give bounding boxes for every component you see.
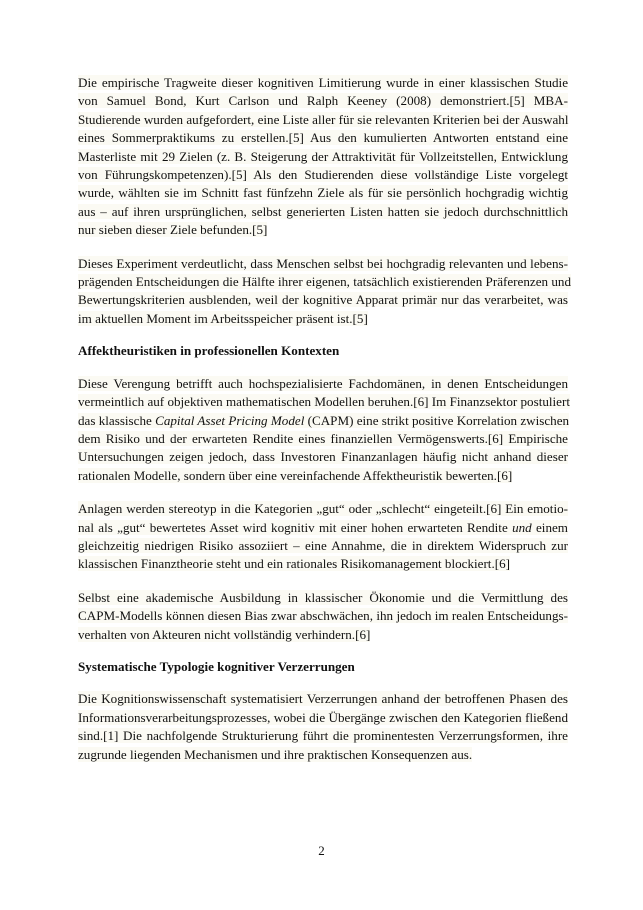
paragraph-cognitive-science (78, 690, 568, 764)
page-number: 2 (318, 843, 325, 858)
text-line: nur sieben dieser Ziele befunden.[5] (78, 222, 268, 238)
text-line: zugrunde liegenden Mechanismen und ihre praktischen Konsequenzen aus. (78, 746, 473, 762)
paragraph-capm (78, 375, 568, 485)
text-line: Selbst eine akademische Ausbildung in klassischer Ökonomie und die Vermittlung des (78, 589, 568, 605)
text-line: sind.[1] Die nachfolgende Strukturierung führt die prominentesten Verzerrungsformen, ihre (78, 728, 568, 744)
paragraph-bond-study (78, 74, 568, 240)
text-line: Informationsverarbeitungsprozesses, wobei die Übergänge zwischen den Kategorien fließend (78, 709, 568, 725)
text-line: wurde, wählten sie im Schnitt fast fünfzehn Ziele als für sie persönlich hochgradig wichtig (78, 185, 568, 201)
text-line: Diese Verengung betrifft auch hochspezialisierte Fachdomänen, in denen Entscheidungen (78, 375, 568, 391)
text-line: Dieses Experiment verdeutlicht, dass Menschen selbst bei hochgradig relevanten und lebens- (78, 255, 568, 271)
text-line: Masterliste mit 29 Zielen (z. B. Steigerung der Attraktivität für Vollzeitstellen, Entwicklung (78, 148, 568, 164)
paragraph-academic-training (78, 589, 568, 644)
text-line: Anlagen werden stereotyp in die Kategorien „gut“ oder „schlecht“ eingeteilt.[6] Ein emotio- (78, 501, 568, 517)
heading-affect-heuristics: Affektheuristiken in professionellen Kontexten (78, 343, 340, 359)
text-line: verhalten von Akteuren nicht vollständig verhindern.[6] (78, 626, 371, 642)
page-content (78, 74, 571, 764)
text-line: nal als „gut“ bewertetes Asset wird kognitiv mit einer hohen erwarteten Rendite und einem (78, 519, 568, 535)
heading-typology: Systematische Typologie kognitiver Verzerrungen (78, 658, 355, 674)
emphasis: und (512, 519, 532, 535)
text-line: Die Kognitionswissenschaft systematisiert Verzerrungen anhand der betroffenen Phasen des (78, 691, 568, 707)
text-line: gleichzeitig niedrigen Risiko assoziiert – eine Annahme, die in direktem Widerspruch zur (78, 537, 568, 553)
paragraph-good-bad-categories (78, 500, 568, 574)
text-line: aus – auf ihren ursprünglichen, selbst generierten Listen hatten sie jedoch durchschnittlich (78, 203, 568, 219)
text-line: im aktuellen Moment im Arbeitsspeicher präsent ist.[5] (78, 310, 368, 326)
text-line: von Samuel Bond, Kurt Carlson und Ralph Keeney (2008) demonstriert.[5] MBA- (78, 93, 568, 109)
text-line: von Führungskompetenzen).[5] Als den Studierenden diese vollständige Liste vorgelegt (78, 167, 568, 183)
text-line: dem Risiko und der erwarteten Rendite eines finanziellen Vermögenswerts.[6] Empirische (78, 430, 568, 446)
text-line: rationalen Modelle, sondern über eine vereinfachende Affektheuristik bewerten.[6] (78, 467, 513, 483)
text-line: Untersuchungen zeigen jedoch, dass Investoren Finanzanlagen häufig nicht anhand dieser (78, 449, 568, 465)
paragraph-experiment-conclusion (78, 255, 571, 329)
text-line: eines Sommerpraktikums zu erstellen.[5] Aus den kumulierten Antworten entstand eine (78, 130, 568, 146)
text-line: das klassische Capital Asset Pricing Model (CAPM) eine strikt positive Korrelation zwischen (78, 412, 570, 428)
text-line: prägenden Entscheidungen die Hälfte ihrer eigenen, tatsächlich existierenden Präferenzen und (78, 274, 571, 290)
text-line: Bewertungskriterien ausblenden, weil der kognitive Apparat primär nur das verarbeitet, was (78, 292, 568, 308)
text-line: Die empirische Tragweite dieser kognitiven Limitierung wurde in einer klassischen Studie (78, 75, 568, 90)
text-line: CAPM-Modells können diesen Bias zwar abschwächen, ihn jedoch im realen Entscheidungs- (78, 608, 568, 624)
text-line: Studierende wurden aufgefordert, eine Liste aller für sie relevanten Kriterien bei der Auswahl (78, 111, 569, 127)
text-line: klassischen Finanztheorie steht und ein rationales Risikomanagement blockiert.[6] (78, 556, 510, 572)
emphasis: Capital Asset Pricing Model (155, 412, 305, 428)
text-line: vermeintlich auf objektiven mathematischen Modellen beruhen.[6] Im Finanzsektor postuliert (78, 394, 570, 410)
